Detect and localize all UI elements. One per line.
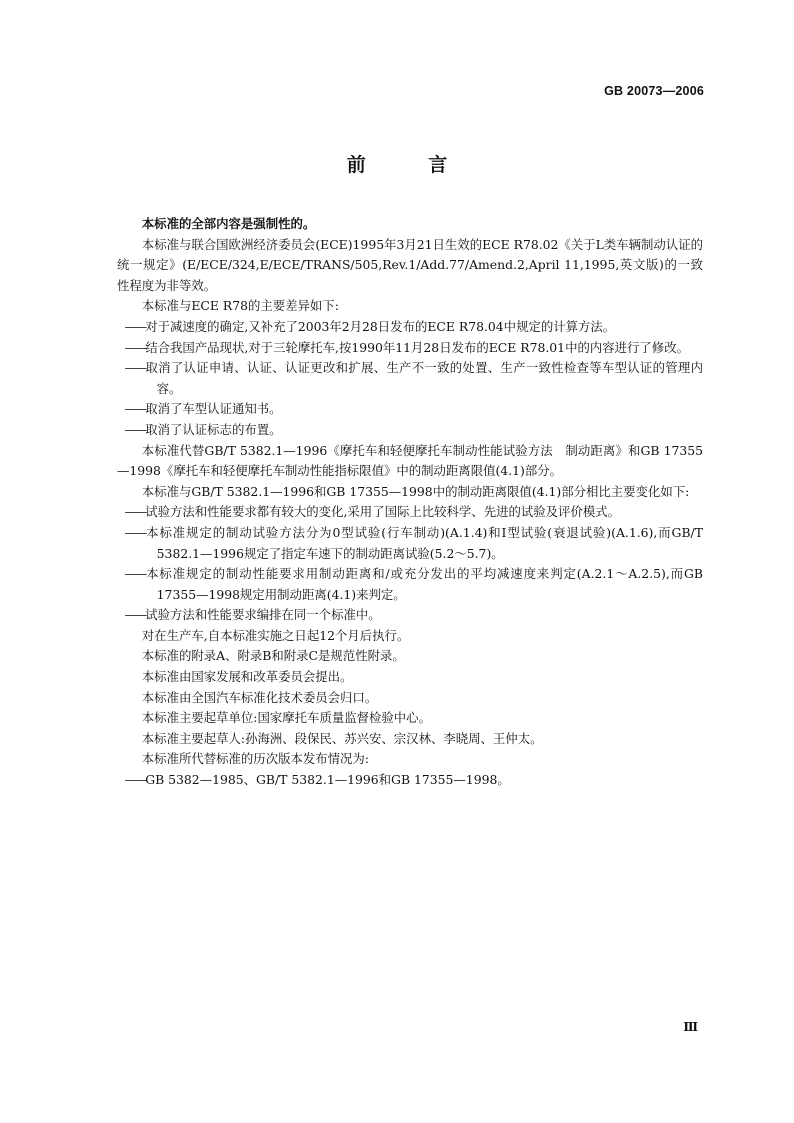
em-dash-marker: ——	[124, 339, 146, 355]
paragraph: 本标准与ECE R78的主要差异如下:	[141, 298, 339, 314]
dash-item-text: 取消了认证标志的布置。	[145, 421, 282, 437]
paragraph: 本标准所代替标准的历次版本发布情况为:	[141, 751, 370, 767]
dash-list-item	[117, 770, 703, 791]
paragraph: 本标准的附录A、附录B和附录C是规范性附录。	[141, 648, 405, 664]
em-dash-marker: ——	[124, 401, 146, 417]
dash-list-item	[117, 338, 703, 359]
em-dash-marker: ——	[124, 318, 146, 334]
page-number: Ⅲ	[683, 1020, 698, 1034]
dash-item-text: GB 5382—1985、GB/T 5382.1—1996和GB 17355—1998。	[145, 772, 510, 788]
paragraph: 本标准与GB/T 5382.1—1996和GB 17355—1998中的制动距离限值(4.1)部分相比主要变化如下:	[141, 483, 690, 499]
em-dash-marker: ——	[124, 772, 146, 788]
document-body	[117, 214, 703, 791]
paragraph: 本标准主要起草人:孙海洲、段保民、苏兴安、宗汉林、李晓周、王仲太。	[141, 730, 543, 746]
paragraph: 本标准与联合国欧洲经济委员会(ECE)1995年3月21日生效的ECE R78.02《关于L类车辆制动认证的统一规定》(E/ECE/324,E/ECE/TRANS/505,Rev.1/Add.77/Amend.2,April 11,1995,英文版)的一致性程度为非等效。	[117, 236, 703, 293]
dash-list-item	[117, 358, 703, 399]
em-dash-marker: ——	[124, 421, 146, 437]
page-title: 前 言	[346, 154, 476, 176]
dash-list-item	[117, 564, 703, 605]
dash-list-item	[117, 399, 703, 420]
paragraph: 本标准由国家发展和改革委员会提出。	[141, 669, 353, 685]
em-dash-marker: ——	[124, 566, 146, 582]
em-dash-marker: ——	[124, 360, 146, 376]
paragraph: 对在生产车,自本标准实施之日起12个月后执行。	[141, 627, 410, 643]
dash-list-item	[117, 317, 703, 338]
dash-item-text: 本标准规定的制动试验方法分为0型试验(行车制动)(A.1.4)和Ⅰ型试验(衰退试验)(A.1.6),而GB/T 5382.1—1996规定了指定车速下的制动距离试验(5.2～5.7)。	[145, 524, 703, 561]
dash-item-text: 对于减速度的确定,又补充了2003年2月28日发布的ECE R78.04中规定的计算方法。	[145, 318, 616, 334]
dash-item-text: 试验方法和性能要求都有较大的变化,采用了国际上比较科学、先进的试验及评价模式。	[145, 504, 621, 520]
paragraph: 本标准代替GB/T 5382.1—1996《摩托车和轻便摩托车制动性能试验方法 制动距离》和GB 17355—1998《摩托车和轻便摩托车制动性能指标限值》中的制动距离限值(4.1)部分。	[117, 442, 703, 479]
dash-item-text: 结合我国产品现状,对于三轮摩托车,按1990年11月28日发布的ECE R78.01中的内容进行了修改。	[145, 339, 689, 355]
mandatory-statement: 本标准的全部内容是强制性的。	[141, 216, 316, 231]
dash-item-text: 本标准规定的制动性能要求用制动距离和/或充分发出的平均减速度来判定(A.2.1～A.2.5),而GB 17355—1998规定用制动距离(4.1)来判定。	[145, 566, 703, 602]
paragraph: 本标准主要起草单位:国家摩托车质量监督检验中心。	[141, 710, 431, 726]
em-dash-marker: ——	[124, 504, 146, 520]
em-dash-marker: ——	[124, 524, 146, 540]
dash-item-text: 取消了车型认证通知书。	[145, 401, 282, 417]
dash-list-item	[117, 420, 703, 441]
em-dash-marker: ——	[124, 607, 146, 623]
dash-list-item	[117, 523, 703, 564]
dash-list-item	[117, 502, 703, 523]
dash-item-text: 试验方法和性能要求编排在同一个标准中。	[145, 607, 381, 623]
dash-item-text: 取消了认证申请、认证、认证更改和扩展、生产不一致的处置、生产一致性检查等车型认证的管理内容。	[145, 360, 703, 396]
paragraph: 本标准由全国汽车标准化技术委员会归口。	[141, 689, 378, 705]
standard-code: GB 20073—2006	[604, 84, 704, 98]
dash-list-item	[117, 605, 703, 626]
